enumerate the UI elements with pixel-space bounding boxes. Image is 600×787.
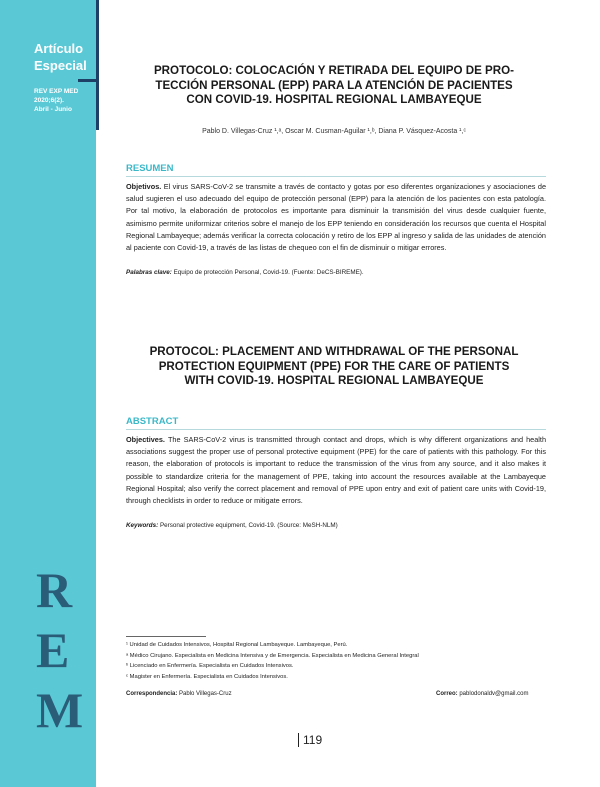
logo-letter-m: M (36, 682, 84, 738)
keywords-label: Keywords: (126, 522, 159, 529)
footnote-c: ᶜ Magister en Enfermería. Especialista en Cuidados Intensivos. (126, 673, 288, 680)
correspondence (126, 691, 232, 697)
email-label: Correo: (436, 691, 458, 697)
correspondence-email (436, 691, 528, 697)
title-spanish (120, 64, 548, 108)
abstract-heading: ABSTRACT (126, 416, 179, 427)
journal-name: REV EXP MED (34, 88, 79, 95)
section-label-line2: Especial (34, 58, 87, 73)
journal-volume: 2020;6(2). (34, 97, 64, 104)
title-english-line3: WITH COVID-19. HOSPITAL REGIONAL LAMBAYEQUE (184, 374, 484, 387)
authors: Pablo D. Villegas-Cruz ¹,ᵃ, Oscar M. Cusman-Aguilar ¹,ᵇ, Diana P. Vásquez-Acosta ¹,ᶜ (202, 128, 466, 135)
keywords (126, 522, 546, 529)
section-label (34, 40, 87, 74)
title-spanish-line2: TECCIÓN PERSONAL (EPP) PARA LA ATENCIÓN DE PACIENTES (155, 78, 513, 92)
abstract-body (126, 434, 546, 507)
footnotes (126, 640, 546, 682)
title-english-line2: PROTECTION EQUIPMENT (PPE) FOR THE CARE OF PATIENTS (158, 359, 510, 373)
title-spanish-line1: PROTOCOLO: COLOCACIÓN Y RETIRADA DEL EQUIPO DE PRO- (153, 64, 515, 77)
resumen-body (126, 181, 546, 254)
palabras-clave-label: Palabras clave: (126, 269, 172, 276)
correspondence-label: Correspondencia: (126, 691, 178, 697)
resumen-label: Objetivos. (126, 182, 162, 191)
section-label-line1: Artículo (34, 41, 84, 56)
accent-bar (78, 79, 96, 82)
title-english (120, 345, 548, 389)
abstract-text: The SARS-CoV-2 virus is transmitted through contact and drops, which is why different organizations and health associations suggest the proper use of personal protective equipment (PPE) for the care of patients with this pathology. For this reason, the elaboration of protocols is important to reduce the transmission of the virus from any source, and it also makes it possible to standardize criteria for the management of PPE, taking into account the resources available at the Lambayeque Regional Hospital; also verify the correct placement and removal of PPE upon entry and exit of patient care units with Covid-19, through checklists in order to reduce or mitigate errors. (126, 435, 546, 506)
page-number: 119 (298, 733, 322, 747)
journal-logo (36, 560, 83, 740)
footnote-b: ᵇ Licenciado en Enfermería. Especialista en Cuidados Intensivos. (126, 663, 294, 669)
resumen-heading: RESUMEN (126, 163, 174, 174)
title-english-line1: PROTOCOL: PLACEMENT AND WITHDRAWAL OF THE PERSONAL (149, 345, 519, 358)
footnote-a: ᵃ Médico Cirujano. Especialista en Medicina Intensiva y de Emergencia. Especialista en Medicina General Integral (126, 652, 419, 659)
palabras-clave (126, 269, 546, 276)
logo-letter-e: E (36, 622, 70, 678)
email-address[interactable]: pablodonaldv@gmail.com (459, 691, 529, 697)
resumen-text: El virus SARS-CoV-2 se transmite a través de contacto y gotas por eso diferentes organizaciones y asociaciones de salud sugieren el uso adecuado del equipo de protección personal (EPP) para la atención de los pacientes con esta patología. Por tal motivo, la elaboración de protocolos es importante para disminuir la transmisión del virus desde cualquier fuente, asimismo permite uniformizar criterios sobre el manejo de los EPP teniendo en consideración los recursos que cuenta el Hospital Regional Lambayeque; además verificar la correcta colocación y retiro de los EPP al ingreso y salida de las unidades de atención al paciente con Covid-19, a través de las listas de chequeo con el fin de disminuir o mitigar errores. (126, 182, 547, 253)
logo-letter-r: R (36, 562, 73, 618)
title-spanish-line3: CON COVID-19. HOSPITAL REGIONAL LAMBAYEQUE (186, 93, 482, 106)
journal-period: Abril - Junio (34, 106, 72, 113)
journal-info (34, 87, 96, 114)
header-divider (96, 0, 99, 130)
correspondence-name: Pablo Villegas-Cruz (179, 691, 232, 697)
footnote-affiliation: ¹ Unidad de Cuidados Intensivos, Hospital Regional Lambayeque. Lambayeque, Perú. (126, 642, 348, 648)
abstract-label: Objectives. (126, 435, 165, 444)
keywords-text: Personal protective equipment, Covid-19. (Source: MeSH-NLM) (159, 522, 338, 529)
palabras-clave-text: Equipo de protección Personal, Covid-19. (Fuente: DeCS-BIREME). (173, 269, 364, 276)
abstract-rule (126, 429, 546, 430)
resumen-rule (126, 176, 546, 177)
footnote-rule (126, 636, 206, 637)
